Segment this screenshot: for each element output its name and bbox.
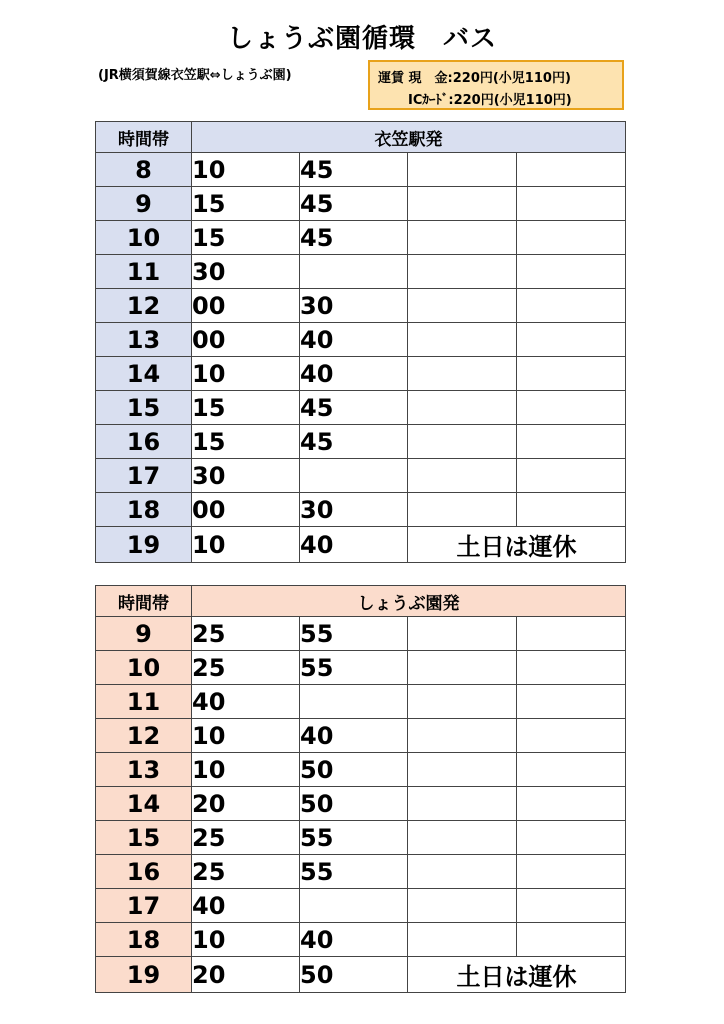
hour-cell: 17 xyxy=(96,459,192,493)
hour-cell: 10 xyxy=(96,221,192,255)
note-cell xyxy=(517,459,626,493)
minute-cell: 20 xyxy=(192,957,300,993)
hour-cell: 19 xyxy=(96,957,192,993)
minute-cell: 50 xyxy=(300,753,408,787)
empty-cell xyxy=(408,651,517,685)
empty-cell xyxy=(408,187,517,221)
fare-cash: 運賃 現 金:220円(小児110円) xyxy=(378,71,571,86)
hour-cell: 14 xyxy=(96,357,192,391)
note-cell xyxy=(517,787,626,821)
empty-cell xyxy=(408,221,517,255)
minute-cell: 30 xyxy=(192,255,300,289)
table-row xyxy=(96,221,626,255)
minute-cell: 45 xyxy=(300,425,408,459)
hour-cell: 16 xyxy=(96,855,192,889)
note-cell xyxy=(517,889,626,923)
table-row xyxy=(96,187,626,221)
note-cell xyxy=(517,153,626,187)
route-subtitle: (JR横須賀線衣笠駅⇔しょうぶ園) xyxy=(98,68,292,83)
empty-cell xyxy=(408,425,517,459)
table-row xyxy=(96,527,626,563)
minute-cell: 40 xyxy=(300,323,408,357)
fare-ic-card: ICｶｰﾄﾞ:220円(小児110円) xyxy=(408,93,572,108)
table-header-row xyxy=(96,122,626,153)
note-cell xyxy=(517,493,626,527)
note-cell: 土日は運休 xyxy=(408,527,626,563)
minute-cell: 25 xyxy=(192,821,300,855)
table-row xyxy=(96,719,626,753)
note-cell xyxy=(517,255,626,289)
note-cell xyxy=(517,425,626,459)
minute-cell: 20 xyxy=(192,787,300,821)
empty-cell xyxy=(408,821,517,855)
minute-cell xyxy=(300,459,408,493)
empty-cell xyxy=(408,459,517,493)
minute-cell xyxy=(300,255,408,289)
note-cell xyxy=(517,753,626,787)
table-row xyxy=(96,357,626,391)
hour-cell: 12 xyxy=(96,719,192,753)
note-cell xyxy=(517,855,626,889)
hour-column-header: 時間帯 xyxy=(96,122,192,153)
empty-cell xyxy=(408,889,517,923)
hour-cell: 13 xyxy=(96,753,192,787)
empty-cell xyxy=(408,719,517,753)
fare-box xyxy=(368,60,624,110)
hour-cell: 10 xyxy=(96,651,192,685)
empty-cell xyxy=(408,753,517,787)
minute-cell: 40 xyxy=(300,719,408,753)
minute-cell: 15 xyxy=(192,187,300,221)
minute-cell: 00 xyxy=(192,323,300,357)
hour-cell: 17 xyxy=(96,889,192,923)
hour-cell: 14 xyxy=(96,787,192,821)
minute-cell: 40 xyxy=(300,923,408,957)
empty-cell xyxy=(408,153,517,187)
page-title: しょうぶ園循環 バス xyxy=(226,24,497,54)
table-row xyxy=(96,289,626,323)
table-row xyxy=(96,787,626,821)
minute-cell: 30 xyxy=(300,493,408,527)
hour-cell: 9 xyxy=(96,617,192,651)
hour-cell: 18 xyxy=(96,923,192,957)
table-row xyxy=(96,459,626,493)
minute-cell: 10 xyxy=(192,153,300,187)
empty-cell xyxy=(408,289,517,323)
note-cell xyxy=(517,391,626,425)
table-row xyxy=(96,923,626,957)
hour-cell: 11 xyxy=(96,255,192,289)
minute-cell: 10 xyxy=(192,923,300,957)
hour-cell: 8 xyxy=(96,153,192,187)
empty-cell xyxy=(408,323,517,357)
table-row xyxy=(96,889,626,923)
empty-cell xyxy=(408,493,517,527)
hour-cell: 15 xyxy=(96,391,192,425)
timetable-kinugasa-station xyxy=(95,121,626,563)
hour-column-header: 時間帯 xyxy=(96,586,192,617)
minute-cell: 55 xyxy=(300,821,408,855)
empty-cell xyxy=(408,923,517,957)
minute-cell: 40 xyxy=(192,889,300,923)
table-row xyxy=(96,821,626,855)
minute-cell: 55 xyxy=(300,617,408,651)
table-header-row xyxy=(96,586,626,617)
minute-cell: 30 xyxy=(192,459,300,493)
empty-cell xyxy=(408,617,517,651)
minute-cell: 40 xyxy=(300,357,408,391)
minute-cell xyxy=(300,685,408,719)
minute-cell: 50 xyxy=(300,787,408,821)
note-cell xyxy=(517,357,626,391)
note-cell: 土日は運休 xyxy=(408,957,626,993)
minute-cell: 00 xyxy=(192,289,300,323)
minute-cell: 15 xyxy=(192,221,300,255)
table-row xyxy=(96,617,626,651)
table-row xyxy=(96,323,626,357)
minute-cell: 10 xyxy=(192,753,300,787)
hour-cell: 11 xyxy=(96,685,192,719)
minute-cell xyxy=(300,889,408,923)
note-cell xyxy=(517,187,626,221)
hour-cell: 19 xyxy=(96,527,192,563)
timetable-shobuen xyxy=(95,585,626,993)
minute-cell: 25 xyxy=(192,617,300,651)
minute-cell: 25 xyxy=(192,855,300,889)
minute-cell: 15 xyxy=(192,425,300,459)
table-row xyxy=(96,425,626,459)
table-row xyxy=(96,255,626,289)
empty-cell xyxy=(408,255,517,289)
note-cell xyxy=(517,821,626,855)
note-cell xyxy=(517,221,626,255)
minute-cell: 15 xyxy=(192,391,300,425)
note-cell xyxy=(517,323,626,357)
table-row xyxy=(96,391,626,425)
minute-cell: 55 xyxy=(300,651,408,685)
minute-cell: 45 xyxy=(300,153,408,187)
empty-cell xyxy=(408,391,517,425)
table-row xyxy=(96,753,626,787)
hour-cell: 13 xyxy=(96,323,192,357)
hour-cell: 15 xyxy=(96,821,192,855)
minute-cell: 10 xyxy=(192,357,300,391)
minute-cell: 10 xyxy=(192,719,300,753)
hour-cell: 18 xyxy=(96,493,192,527)
table-row xyxy=(96,855,626,889)
empty-cell xyxy=(408,855,517,889)
minute-cell: 45 xyxy=(300,391,408,425)
note-cell xyxy=(517,617,626,651)
note-cell xyxy=(517,685,626,719)
minute-cell: 30 xyxy=(300,289,408,323)
table-row xyxy=(96,651,626,685)
empty-cell xyxy=(408,685,517,719)
empty-cell xyxy=(408,357,517,391)
minute-cell: 00 xyxy=(192,493,300,527)
departure-title: しょうぶ園発 xyxy=(192,586,626,617)
table-row xyxy=(96,153,626,187)
note-cell xyxy=(517,719,626,753)
note-cell xyxy=(517,651,626,685)
minute-cell: 25 xyxy=(192,651,300,685)
hour-cell: 12 xyxy=(96,289,192,323)
minute-cell: 55 xyxy=(300,855,408,889)
minute-cell: 50 xyxy=(300,957,408,993)
departure-title: 衣笠駅発 xyxy=(192,122,626,153)
minute-cell: 10 xyxy=(192,527,300,563)
hour-cell: 16 xyxy=(96,425,192,459)
minute-cell: 40 xyxy=(300,527,408,563)
minute-cell: 45 xyxy=(300,187,408,221)
table-row xyxy=(96,685,626,719)
empty-cell xyxy=(408,787,517,821)
note-cell xyxy=(517,289,626,323)
table-row xyxy=(96,493,626,527)
minute-cell: 40 xyxy=(192,685,300,719)
table-row xyxy=(96,957,626,993)
note-cell xyxy=(517,923,626,957)
hour-cell: 9 xyxy=(96,187,192,221)
minute-cell: 45 xyxy=(300,221,408,255)
